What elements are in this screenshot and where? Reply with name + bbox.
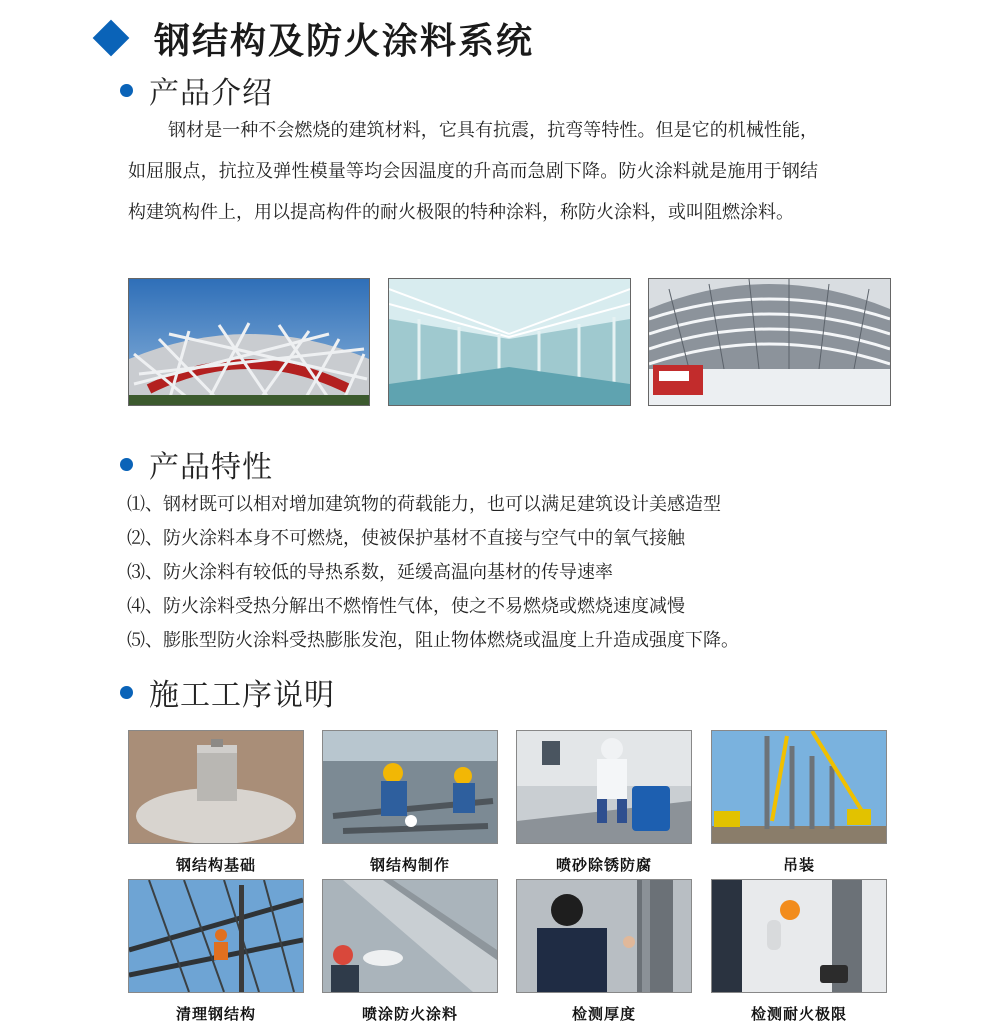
fire-resistance-test-photo — [711, 879, 887, 993]
process-step-sandblasting — [516, 730, 692, 875]
step-caption: 吊装 — [782, 856, 815, 874]
spraying-photo — [322, 879, 498, 993]
page-header — [92, 10, 534, 66]
dot-bullet-icon — [120, 458, 133, 471]
step-caption: 钢结构制作 — [369, 856, 450, 874]
page-title: 钢结构及防火涂料系统 — [154, 20, 535, 62]
process-step-hoisting — [711, 730, 887, 875]
section-title: 施工工序说明 — [149, 678, 335, 713]
cleaning-photo — [128, 879, 304, 993]
section-title: 产品介绍 — [149, 76, 273, 111]
dot-bullet-icon — [120, 686, 133, 699]
process-step-fireproof-spraying — [322, 879, 498, 1024]
step-caption: 清理钢结构 — [175, 1005, 256, 1023]
thickness-check-photo — [516, 879, 692, 993]
steel-hall-photo — [388, 278, 631, 406]
features-list — [127, 488, 887, 658]
process-step-foundation — [128, 730, 304, 875]
section-title: 产品特性 — [149, 450, 273, 485]
terminal-roof-photo — [648, 278, 891, 406]
hoisting-photo — [711, 730, 887, 844]
section-process-heading — [120, 670, 335, 714]
step-caption: 喷砂除锈防腐 — [555, 856, 652, 874]
fabrication-photo — [322, 730, 498, 844]
diamond-bullet-icon — [93, 20, 130, 57]
process-step-thickness-check — [516, 879, 692, 1024]
sandblasting-photo — [516, 730, 692, 844]
feature-item: ⑶、防火涂料有较低的导热系数，延缓高温向基材的传导速率 — [127, 562, 613, 583]
process-step-fabrication — [322, 730, 498, 875]
foundation-photo — [128, 730, 304, 844]
stadium-photo — [128, 278, 370, 406]
dot-bullet-icon — [120, 84, 133, 97]
step-caption: 检测厚度 — [571, 1005, 636, 1023]
feature-item: ⑴、钢材既可以相对增加建筑物的荷载能力，也可以满足建筑设计美感造型 — [127, 494, 721, 515]
feature-item: ⑸、膨胀型防火涂料受热膨胀发泡，阻止物体燃烧或温度上升造成强度下降。 — [127, 630, 739, 651]
intro-paragraph: 钢材是一种不会燃烧的建筑材料，它具有抗震，抗弯等特性。但是它的机械性能，如屈服点，抗拉及弹性模量等均会因温度的升高而急剧下降。防火涂料就是施用于钢结构建筑构件上，用以提高构件的耐火极限的特种涂料，称防火涂料，或叫阻燃涂料。 — [128, 120, 818, 223]
feature-item: ⑵、防火涂料本身不可燃烧，使被保护基材不直接与空气中的氧气接触 — [127, 528, 685, 549]
step-caption: 检测耐火极限 — [750, 1005, 847, 1023]
section-features-heading — [120, 442, 273, 486]
process-step-fire-resistance-test — [711, 879, 887, 1024]
feature-item: ⑷、防火涂料受热分解出不燃惰性气体，使之不易燃烧或燃烧速度减慢 — [127, 596, 685, 617]
step-caption: 钢结构基础 — [175, 856, 256, 874]
process-step-cleaning — [128, 879, 304, 1024]
step-caption: 喷涂防火涂料 — [361, 1005, 458, 1023]
section-intro-heading — [120, 68, 273, 112]
